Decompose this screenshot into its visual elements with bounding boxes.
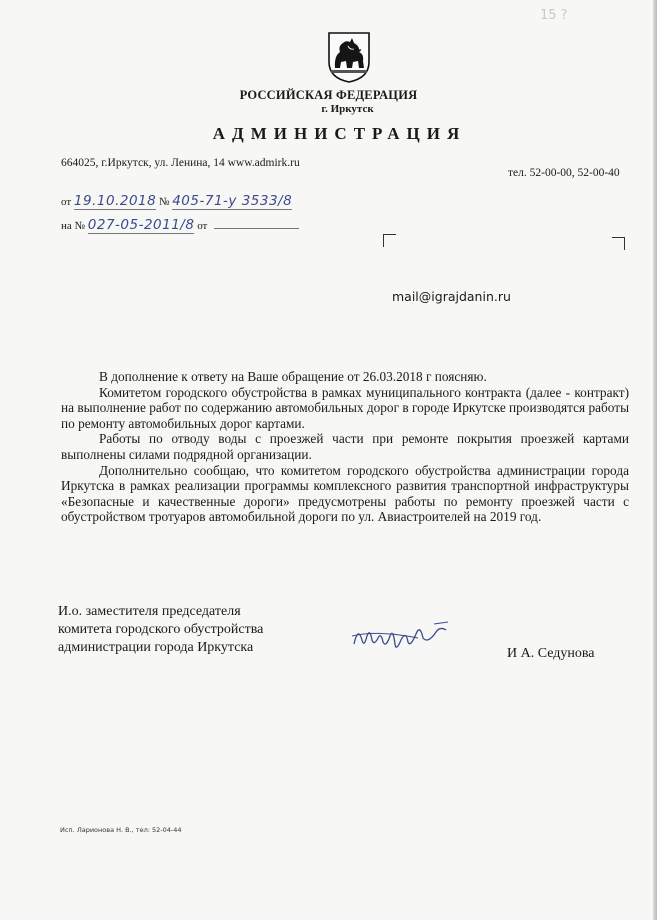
- to-date-label: от: [197, 220, 208, 232]
- incoming-reference: [61, 217, 299, 233]
- country-header: РОССИЙСКАЯ ФЕДЕРАЦИЯ: [239, 88, 418, 102]
- outgoing-number: 405-71-у 3533/8: [172, 193, 293, 209]
- irkutsk-coat-of-arms-icon: [326, 30, 372, 84]
- signatory-title: [58, 603, 263, 657]
- city-header: г. Иркутск: [321, 103, 374, 115]
- body-paragraph: В дополнение к ответу на Ваше обращение от 26.03.2018 г поясняю.: [99, 369, 487, 384]
- signatory-title-line: комитета городского обустройства: [58, 622, 264, 637]
- phone-line: тел. 52-00-00, 52-00-40: [508, 167, 620, 179]
- outgoing-date: 19.10.2018: [73, 193, 157, 209]
- pencil-mark: 15 ?: [540, 8, 568, 23]
- signatory-title-line: И.о. заместителя председателя: [58, 604, 241, 619]
- organization-title: АДМИНИСТРАЦИЯ: [212, 124, 467, 143]
- body-paragraph: Комитетом городского обустройства в рамках муниципального контракта (далее - контракт) на выполнение работ по содержанию автомобильных дорог в городе Иркутске производятся работы по ремонту автомобильных дорог картами.: [61, 384, 630, 431]
- address-block-corner-left: [383, 234, 396, 247]
- incoming-number: 027-05-2011/8: [87, 217, 195, 233]
- executor-note: Исп. Ларионова Н. В., тел: 52-04-44: [60, 826, 182, 834]
- from-label: от: [61, 196, 72, 208]
- address-block-corner-right: [612, 237, 625, 250]
- signatory-title-line: администрации города Иркутска: [58, 640, 254, 655]
- letter-body: [61, 369, 629, 525]
- incoming-date-blank: [214, 228, 299, 229]
- body-paragraph: Дополнительно сообщаю, что комитетом городского обустройства администрации города Иркутска в рамках реализации программы комплексного развития транспортной инфраструктуры «Безопасные и качественные дороги» предусмотрены работы по ремонту проезжей части с обустройством тротуаров автомобильной дороги по ул. Авиастроителей на 2019 год.: [61, 462, 629, 525]
- to-label: на №: [61, 220, 86, 232]
- address-line: 664025, г.Иркутск, ул. Ленина, 14 www.admirk.ru: [61, 157, 300, 169]
- recipient-email: mail@igrajdanin.ru: [392, 289, 511, 304]
- outgoing-reference: [61, 193, 292, 209]
- handwritten-signature: [348, 614, 454, 658]
- number-label: №: [158, 196, 170, 208]
- signatory-name: И А. Седунова: [507, 646, 595, 661]
- body-paragraph: Работы по отводу воды с проезжей части при ремонте покрытия проезжей картами выполнены силами подрядной организации.: [61, 431, 629, 462]
